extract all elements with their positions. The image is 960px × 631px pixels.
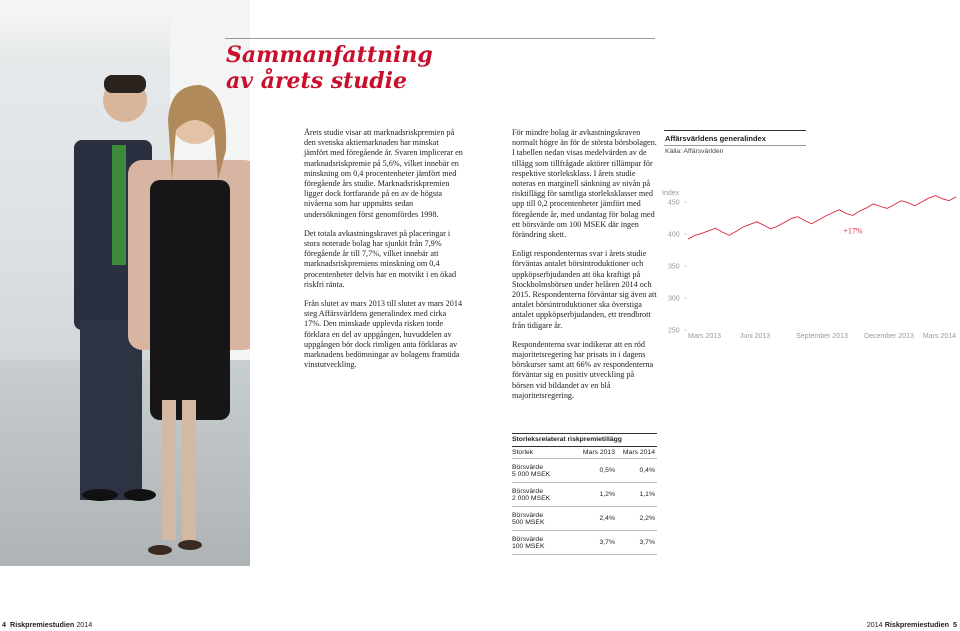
column-1	[304, 128, 464, 379]
x-tick-label: December 2013	[864, 333, 914, 340]
table-cell: 3,7%	[599, 539, 615, 546]
footer-right	[867, 620, 957, 629]
table-row	[512, 459, 657, 483]
y-axis-label: Index	[662, 190, 680, 197]
y-tick-label: 300	[668, 295, 680, 303]
table-row	[512, 507, 657, 531]
table-row	[512, 483, 657, 507]
growth-annotation: +17%	[843, 226, 863, 236]
series-line	[688, 196, 956, 240]
page-number: 5	[953, 620, 957, 629]
paragraph: För mindre bolag är avkastningskraven normalt högre än för de största börsbolagen. I tabellen nedan visas medelvärden av de tillägg som tillfrågade aktörer tillämpar för respektive storleksklass. I årets studie noteras en marginell sänkning av nivån på risktillägg för samtliga storleksklasser med upp till 0,2 procentenheter jämfört med föregående år, med undantag för bolag med ett börsvärde om 100 MSEK där ingen förändring skett.	[512, 128, 657, 240]
page-title: Sammanfattning av årets studie	[226, 42, 433, 94]
chart-source: Källa: Affärsvärlden	[665, 148, 724, 155]
title-rule	[225, 38, 655, 39]
x-tick-label: Juni 2013	[739, 333, 771, 340]
people-illustration	[0, 0, 250, 566]
table-header-cell: Mars 2013	[582, 449, 615, 456]
y-tick-label: 350	[668, 263, 680, 271]
x-tick-label: September 2013	[796, 333, 848, 340]
chart-title: Affärsvärldens generalindex	[665, 134, 766, 143]
risk-premium-table	[512, 433, 657, 555]
chart-title-rule	[664, 130, 806, 131]
publication-name: Riskpremiestudien	[10, 620, 75, 629]
paragraph: Från slutet av mars 2013 till slutet av mars 2014 steg Affärsvärldens generalindex med cirka 17%. Den minskade upplevda risken torde förklara en del av uppgången, huvuddelen av uppgången bör dock rimligen anta förklaras av marknadens bedömningar av bolagens framtida vinstutveckling.	[304, 299, 463, 370]
y-tick-label: 400	[668, 231, 680, 239]
table-row	[512, 531, 657, 555]
paragraph: Det totala avkastningskravet på placeringar i stora noterade bolag har sjunkit från 7,9% föregående år till 7,7%, vilket innebär att marknadsriskpremiens minskning om 0,4 procentenheter delvis har en motvikt i en ökad riskfri ränta.	[304, 228, 457, 289]
chart-subtitle-rule	[664, 145, 806, 146]
y-tick-label: 250	[668, 327, 680, 335]
y-tick-label: 450	[668, 199, 680, 207]
page-number: 4	[2, 620, 6, 629]
index-line-chart	[660, 180, 960, 350]
table-top-rule	[512, 433, 657, 434]
table-cell: 0,5%	[599, 467, 615, 474]
table-cell-label: Börsvärde 500 MSEK	[512, 511, 545, 526]
x-tick-label: Mars 2013	[688, 333, 722, 340]
paragraph: Årets studie visar att marknadsriskpremien på den svenska aktiemarknaden har minskat jämfört med föregående år. Svaren implicerar en marknadsriskpremie på 5,6%, vilket innebär en minskning om 0,4 procentenheter jämfört med föregående års studie. Marknadsriskpremien ligger dock fortfarande på en av de högsta nivåerna som har uppmätts sedan undersökningen först genomfördes 1998.	[304, 128, 463, 219]
table-cell: 2,2%	[639, 515, 655, 522]
publication-year: 2014	[866, 620, 883, 629]
table-cell: 1,1%	[639, 491, 655, 498]
table-cell-label: Börsvärde 5 000 MSEK	[512, 463, 551, 478]
table-title: Storleksrelaterat riskpremietillägg	[512, 436, 622, 443]
footer-left	[2, 620, 92, 629]
paragraph: Respondenterna svar indikerar att en röd majoritetsregering har prisats in i dagens börskurser samt att 66% av respondenterna förväntar sig en positiv utveckling på börsen vid bildandet av en blå majoritetsregering.	[512, 339, 654, 400]
table-header-cell: Storlek	[512, 449, 534, 456]
publication-name: Riskpremiestudien	[884, 620, 949, 629]
table-header-cell: Mars 2014	[622, 449, 655, 456]
x-tick-label: Mars 2014	[922, 333, 956, 340]
table-header-row	[512, 446, 657, 459]
table-cell-label: Börsvärde 100 MSEK	[512, 535, 545, 550]
table-cell-label: Börsvärde 2 000 MSEK	[512, 487, 551, 502]
table-cell: 1,2%	[599, 491, 615, 498]
publication-year: 2014	[76, 620, 93, 629]
paragraph: Enligt respondenternas svar i årets studie förväntas antalet börsintroduktioner och uppköpserbjudanden att öka kraftigt på Stockholmsbörsen under helåren 2014 och 2015. Respondenterna förväntar sig även att antalet börsintroduktioner ska överstiga antalet uppköpserbjudanden, ett trendbrott från tidigare år.	[512, 249, 657, 330]
table-cell: 0,4%	[639, 467, 655, 474]
table-cell: 2,4%	[599, 515, 615, 522]
column-2	[512, 128, 657, 410]
table-cell: 3,7%	[639, 539, 655, 546]
cover-photo	[0, 0, 250, 566]
